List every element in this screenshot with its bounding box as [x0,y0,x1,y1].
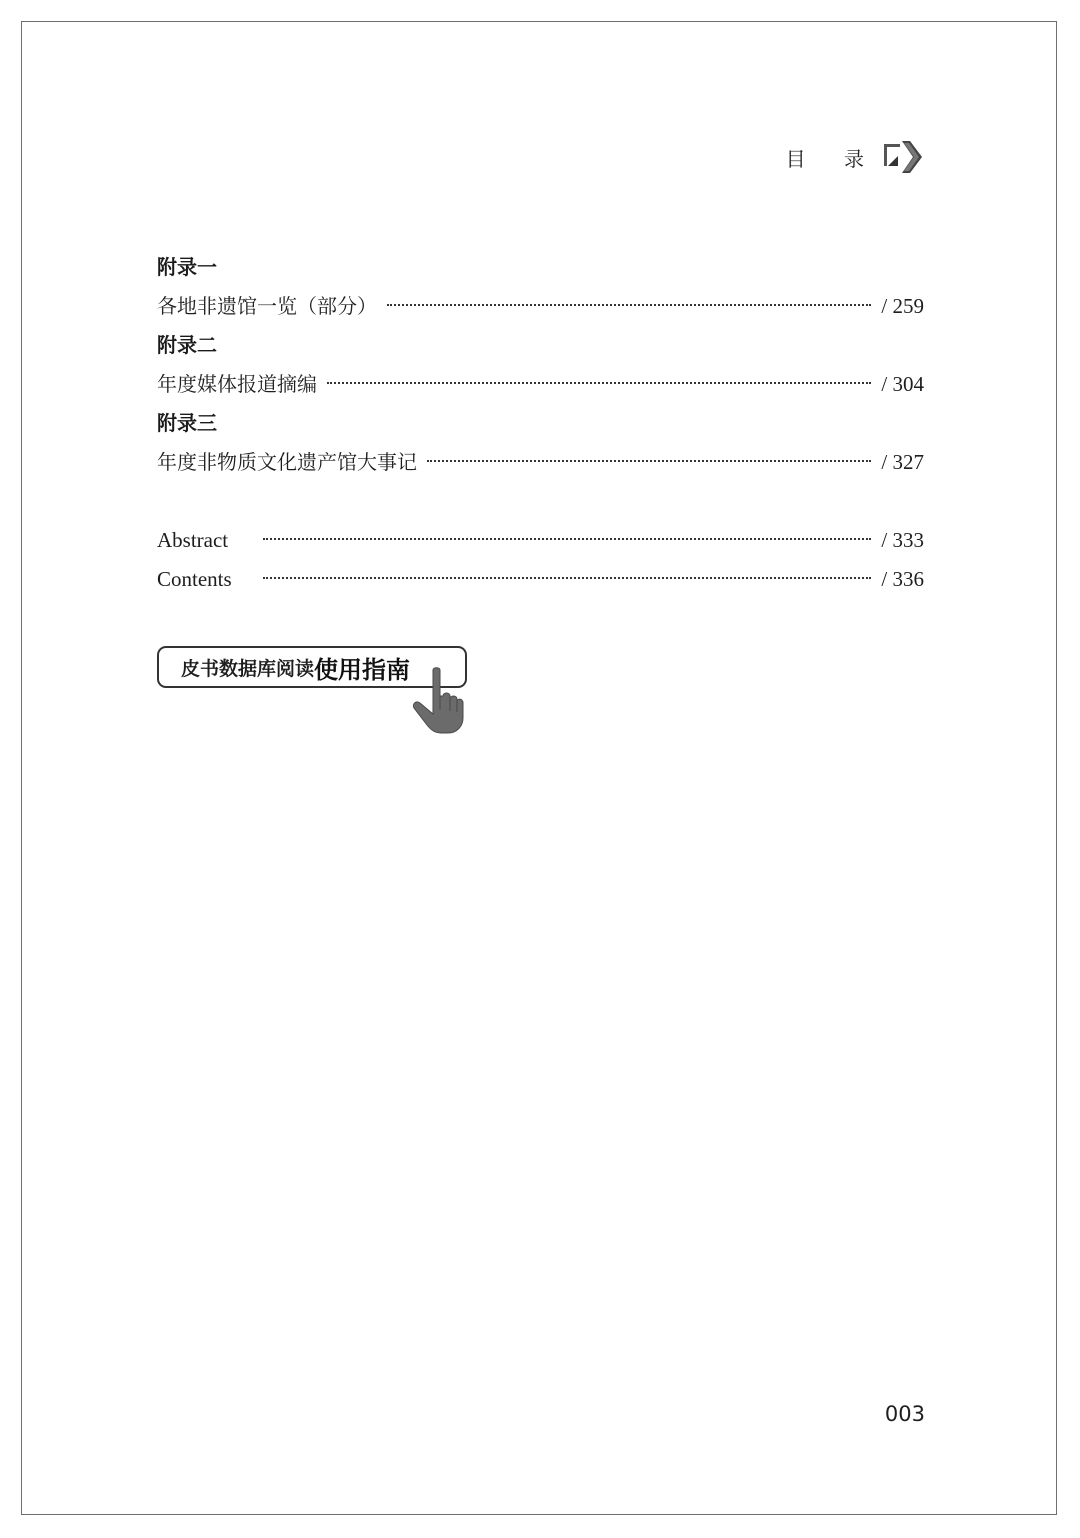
toc-entry-title: Contents [157,567,232,591]
dot-leader [427,460,871,462]
page-header [786,138,924,176]
toc-entry-appendix-3[interactable] [157,443,924,482]
table-of-contents [157,248,924,599]
toc-entry-page: / 259 [881,294,924,318]
toc-entry-page: / 304 [881,372,924,396]
toc-entry-page: / 327 [881,450,924,474]
appendix-1-heading: 附录一 [157,255,217,279]
dot-leader [387,304,871,306]
toc-entry-title: 年度非物质文化遗产馆大事记 [157,450,417,474]
appendix-2-heading: 附录二 [157,333,217,357]
toc-entry-title: 年度媒体报道摘编 [157,372,317,396]
page-number: 003 [884,1402,925,1426]
header-title: 目 录 [785,146,880,171]
dot-leader [263,577,871,579]
toc-entry-abstract[interactable] [157,521,924,560]
toc-entry-page: / 336 [881,567,924,591]
toc-entry-page: / 333 [881,528,924,552]
dot-leader [327,382,871,384]
pointing-hand-icon [410,666,464,734]
toc-entry-contents[interactable] [157,560,924,599]
guide-prefix-label: 皮书数据库阅读 [181,657,315,680]
page-corner-arrow-icon [882,138,924,176]
appendix-3-heading: 附录三 [157,411,217,435]
spacer [157,482,924,521]
toc-entry-appendix-1[interactable] [157,287,924,326]
toc-entry-appendix-2[interactable] [157,365,924,404]
page-frame [21,21,1057,1515]
toc-entry-title: 各地非遗馆一览（部分） [157,294,377,318]
toc-entry-title: Abstract [157,528,229,552]
guide-emphasis-label: 使用指南 [314,654,411,684]
dot-leader [263,538,871,540]
